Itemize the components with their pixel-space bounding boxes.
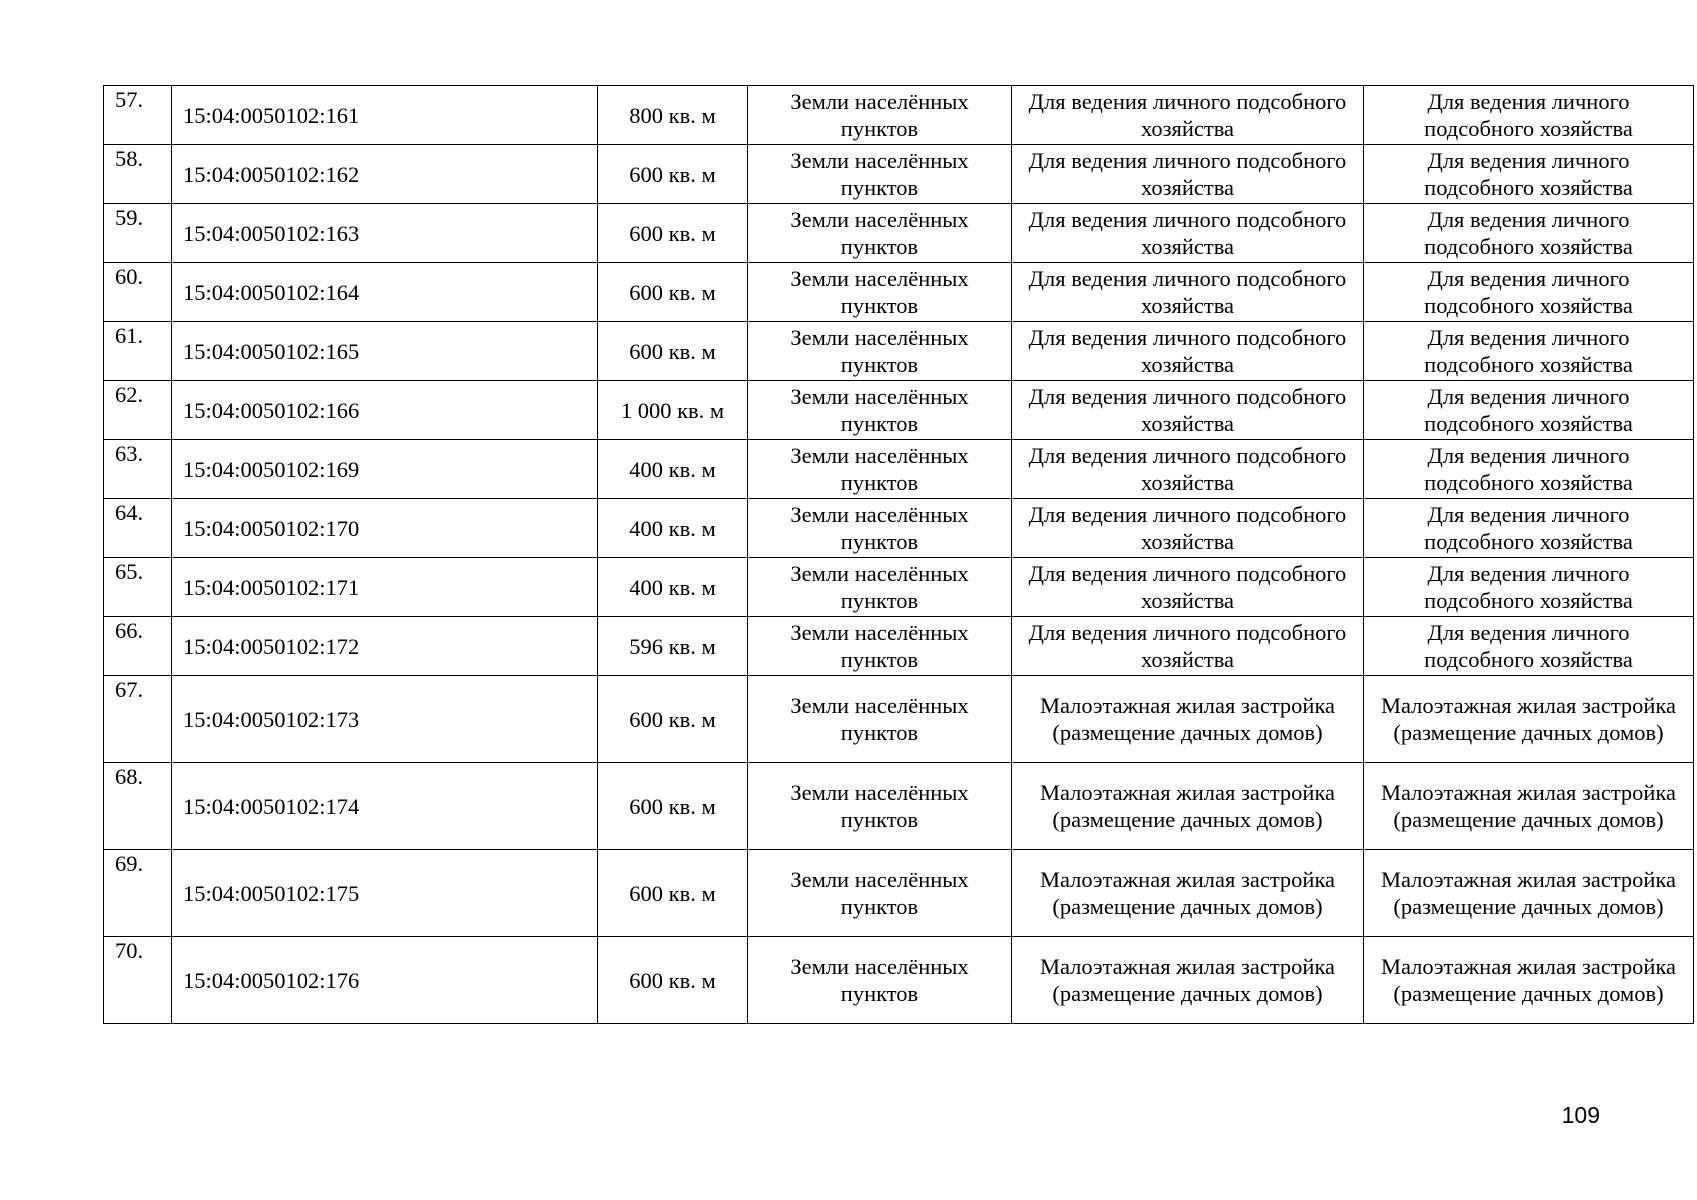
permitted-use: Для ведения личного подсобного хозяйства bbox=[1012, 145, 1364, 204]
permitted-use-actual: Малоэтажная жилая застройка (размещение дачных домов) bbox=[1364, 763, 1694, 850]
table-row bbox=[104, 558, 1694, 617]
cadastral-number: 15:04:0050102:165 bbox=[172, 322, 598, 381]
row-number: 62. bbox=[104, 381, 172, 440]
land-category: Земли населённых пунктов bbox=[748, 145, 1012, 204]
land-category: Земли населённых пунктов bbox=[748, 617, 1012, 676]
land-category: Земли населённых пунктов bbox=[748, 676, 1012, 763]
plot-area: 600 кв. м bbox=[598, 204, 748, 263]
permitted-use-actual: Для ведения личного подсобного хозяйства bbox=[1364, 617, 1694, 676]
cadastral-number: 15:04:0050102:173 bbox=[172, 676, 598, 763]
permitted-use-actual: Малоэтажная жилая застройка (размещение дачных домов) bbox=[1364, 676, 1694, 763]
row-number: 66. bbox=[104, 617, 172, 676]
row-number: 57. bbox=[104, 86, 172, 145]
land-category: Земли населённых пунктов bbox=[748, 204, 1012, 263]
plot-area: 600 кв. м bbox=[598, 145, 748, 204]
permitted-use-actual: Для ведения личного подсобного хозяйства bbox=[1364, 499, 1694, 558]
plot-area: 800 кв. м bbox=[598, 86, 748, 145]
land-category: Земли населённых пунктов bbox=[748, 499, 1012, 558]
cadastral-number: 15:04:0050102:163 bbox=[172, 204, 598, 263]
plot-area: 600 кв. м bbox=[598, 263, 748, 322]
permitted-use: Для ведения личного подсобного хозяйства bbox=[1012, 263, 1364, 322]
permitted-use-actual: Для ведения личного подсобного хозяйства bbox=[1364, 145, 1694, 204]
row-number: 59. bbox=[104, 204, 172, 263]
land-category: Земли населённых пунктов bbox=[748, 937, 1012, 1024]
cadastral-number: 15:04:0050102:164 bbox=[172, 263, 598, 322]
table-row bbox=[104, 763, 1694, 850]
table-row bbox=[104, 86, 1694, 145]
table-row bbox=[104, 617, 1694, 676]
permitted-use: Для ведения личного подсобного хозяйства bbox=[1012, 381, 1364, 440]
cadastral-number: 15:04:0050102:174 bbox=[172, 763, 598, 850]
table-row bbox=[104, 263, 1694, 322]
row-number: 70. bbox=[104, 937, 172, 1024]
table-row bbox=[104, 204, 1694, 263]
plot-area: 400 кв. м bbox=[598, 558, 748, 617]
table-row bbox=[104, 440, 1694, 499]
table-row bbox=[104, 381, 1694, 440]
land-category: Земли населённых пунктов bbox=[748, 763, 1012, 850]
row-number: 60. bbox=[104, 263, 172, 322]
land-category: Земли населённых пунктов bbox=[748, 440, 1012, 499]
permitted-use: Для ведения личного подсобного хозяйства bbox=[1012, 86, 1364, 145]
plot-area: 600 кв. м bbox=[598, 676, 748, 763]
cadastral-number: 15:04:0050102:172 bbox=[172, 617, 598, 676]
cadastral-number: 15:04:0050102:171 bbox=[172, 558, 598, 617]
permitted-use-actual: Для ведения личного подсобного хозяйства bbox=[1364, 263, 1694, 322]
cadastral-number: 15:04:0050102:176 bbox=[172, 937, 598, 1024]
plot-area: 600 кв. м bbox=[598, 322, 748, 381]
row-number: 63. bbox=[104, 440, 172, 499]
permitted-use-actual: Для ведения личного подсобного хозяйства bbox=[1364, 381, 1694, 440]
row-number: 69. bbox=[104, 850, 172, 937]
permitted-use-actual: Для ведения личного подсобного хозяйства bbox=[1364, 440, 1694, 499]
row-number: 61. bbox=[104, 322, 172, 381]
cadastral-number: 15:04:0050102:161 bbox=[172, 86, 598, 145]
table-row bbox=[104, 676, 1694, 763]
permitted-use-actual: Малоэтажная жилая застройка (размещение дачных домов) bbox=[1364, 850, 1694, 937]
plot-area: 596 кв. м bbox=[598, 617, 748, 676]
permitted-use-actual: Малоэтажная жилая застройка (размещение дачных домов) bbox=[1364, 937, 1694, 1024]
permitted-use-actual: Для ведения личного подсобного хозяйства bbox=[1364, 204, 1694, 263]
cadastral-number: 15:04:0050102:166 bbox=[172, 381, 598, 440]
land-category: Земли населённых пунктов bbox=[748, 850, 1012, 937]
permitted-use: Для ведения личного подсобного хозяйства bbox=[1012, 558, 1364, 617]
plot-area: 400 кв. м bbox=[598, 499, 748, 558]
row-number: 64. bbox=[104, 499, 172, 558]
plot-area: 600 кв. м bbox=[598, 937, 748, 1024]
permitted-use: Малоэтажная жилая застройка (размещение дачных домов) bbox=[1012, 763, 1364, 850]
land-category: Земли населённых пунктов bbox=[748, 558, 1012, 617]
table-row bbox=[104, 322, 1694, 381]
permitted-use: Малоэтажная жилая застройка (размещение дачных домов) bbox=[1012, 676, 1364, 763]
permitted-use: Для ведения личного подсобного хозяйства bbox=[1012, 499, 1364, 558]
land-plots-table bbox=[103, 85, 1694, 1024]
land-plots-table-body bbox=[104, 86, 1694, 1024]
permitted-use-actual: Для ведения личного подсобного хозяйства bbox=[1364, 322, 1694, 381]
permitted-use: Для ведения личного подсобного хозяйства bbox=[1012, 440, 1364, 499]
permitted-use: Малоэтажная жилая застройка (размещение дачных домов) bbox=[1012, 937, 1364, 1024]
permitted-use-actual: Для ведения личного подсобного хозяйства bbox=[1364, 558, 1694, 617]
table-row bbox=[104, 499, 1694, 558]
cadastral-number: 15:04:0050102:169 bbox=[172, 440, 598, 499]
table-row bbox=[104, 937, 1694, 1024]
cadastral-number: 15:04:0050102:175 bbox=[172, 850, 598, 937]
permitted-use: Для ведения личного подсобного хозяйства bbox=[1012, 322, 1364, 381]
land-category: Земли населённых пунктов bbox=[748, 381, 1012, 440]
row-number: 68. bbox=[104, 763, 172, 850]
cadastral-number: 15:04:0050102:170 bbox=[172, 499, 598, 558]
land-category: Земли населённых пунктов bbox=[748, 86, 1012, 145]
land-category: Земли населённых пунктов bbox=[748, 263, 1012, 322]
land-category: Земли населённых пунктов bbox=[748, 322, 1012, 381]
row-number: 65. bbox=[104, 558, 172, 617]
permitted-use: Для ведения личного подсобного хозяйства bbox=[1012, 204, 1364, 263]
plot-area: 600 кв. м bbox=[598, 850, 748, 937]
page-number: 109 bbox=[1561, 1102, 1600, 1128]
plot-area: 1 000 кв. м bbox=[598, 381, 748, 440]
permitted-use-actual: Для ведения личного подсобного хозяйства bbox=[1364, 86, 1694, 145]
plot-area: 400 кв. м bbox=[598, 440, 748, 499]
table-row bbox=[104, 145, 1694, 204]
permitted-use: Для ведения личного подсобного хозяйства bbox=[1012, 617, 1364, 676]
row-number: 58. bbox=[104, 145, 172, 204]
cadastral-number: 15:04:0050102:162 bbox=[172, 145, 598, 204]
table-row bbox=[104, 850, 1694, 937]
plot-area: 600 кв. м bbox=[598, 763, 748, 850]
row-number: 67. bbox=[104, 676, 172, 763]
permitted-use: Малоэтажная жилая застройка (размещение дачных домов) bbox=[1012, 850, 1364, 937]
